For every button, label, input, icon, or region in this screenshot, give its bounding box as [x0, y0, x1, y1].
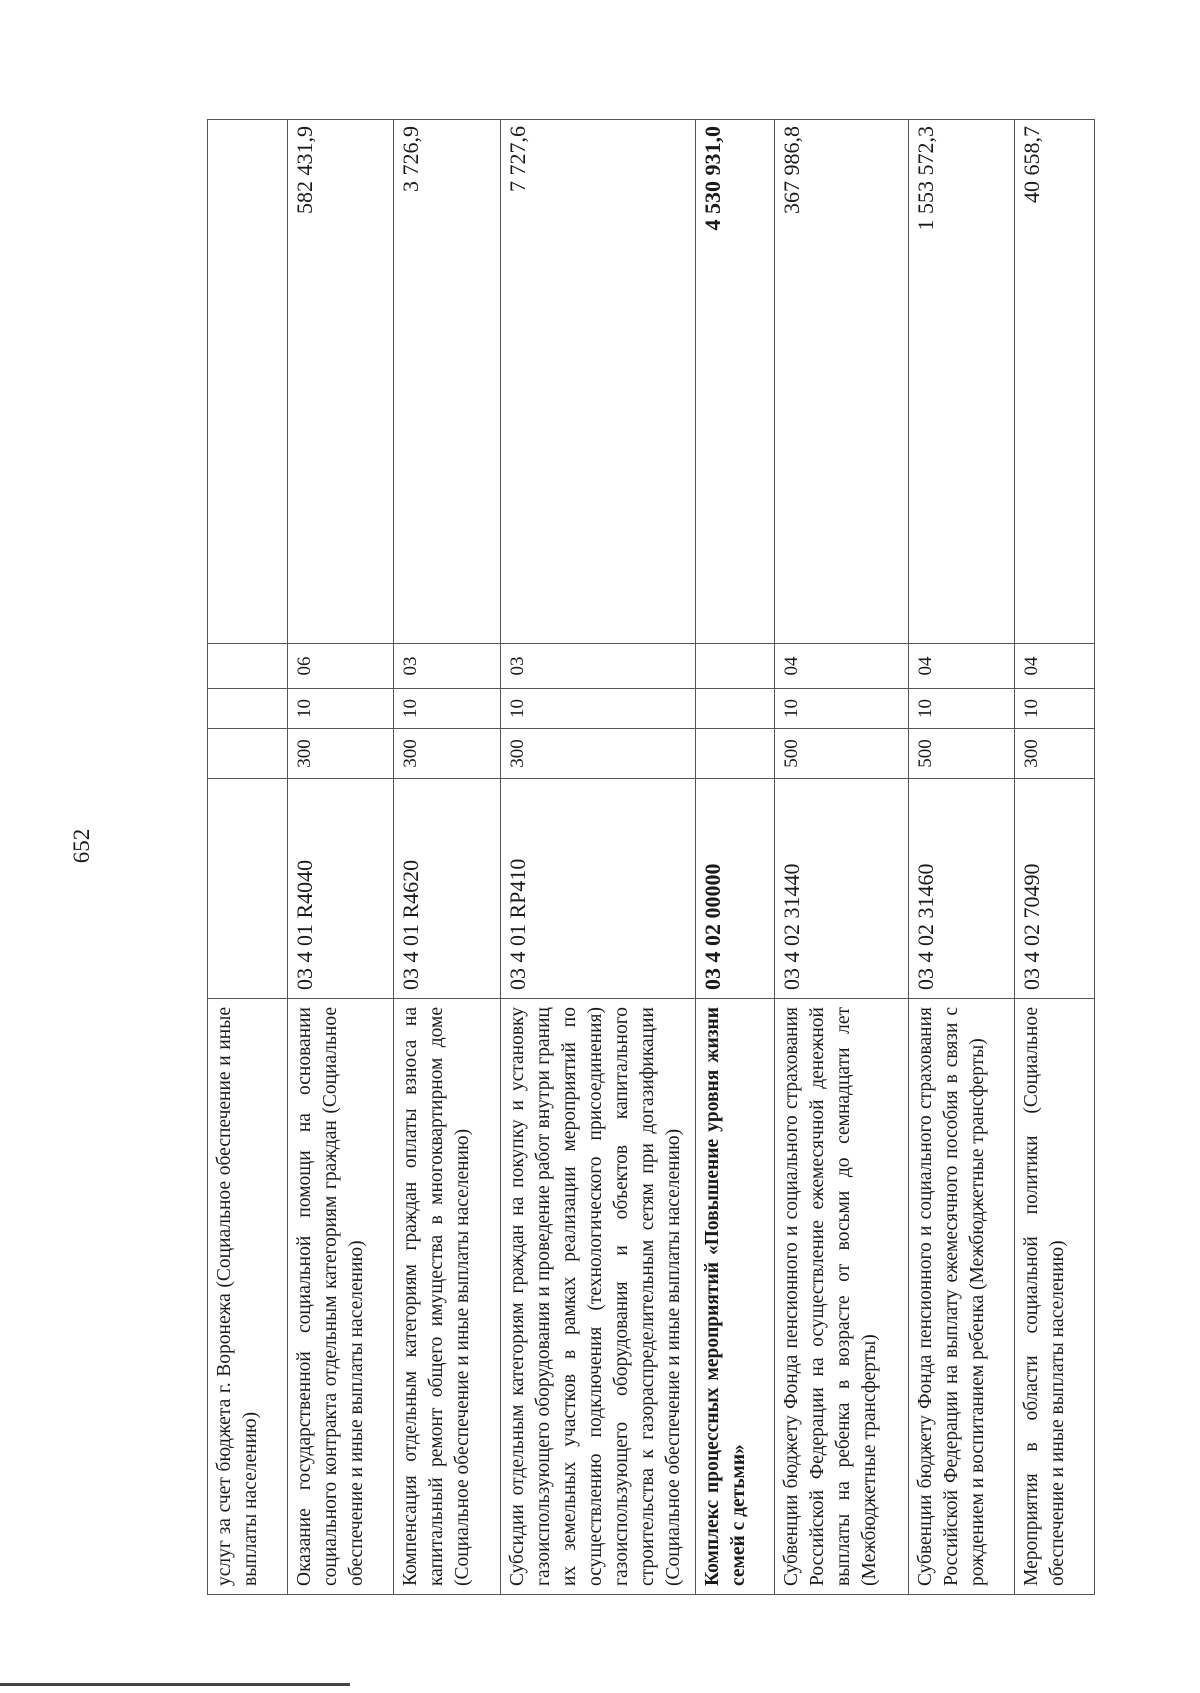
- page-number: 652: [69, 828, 94, 864]
- table-row: [695, 120, 775, 1595]
- bottom-rule: [0, 1683, 350, 1686]
- row-pr: 03: [500, 644, 695, 689]
- row-code: 03 4 01 R4040: [287, 779, 394, 999]
- row-sum: 4 530 931,0: [695, 120, 775, 644]
- row-sum: 7 727,6: [500, 120, 695, 644]
- table-row: [208, 120, 288, 1595]
- row-rz: 10: [500, 689, 695, 729]
- row-vr: 300: [500, 729, 695, 779]
- row-pr: 06: [287, 644, 394, 689]
- row-rz: 10: [287, 689, 394, 729]
- row-code: 03 4 01 RP410: [500, 779, 695, 999]
- row-sum: 40 658,7: [1015, 120, 1095, 644]
- row-sum: 1 553 572,3: [908, 120, 1015, 644]
- table-row: [287, 120, 394, 1595]
- row-rz: 10: [394, 689, 501, 729]
- rotated-table-container: [207, 120, 1095, 1595]
- row-vr: 300: [1015, 729, 1095, 779]
- row-pr: 04: [908, 644, 1015, 689]
- row-pr: 04: [775, 644, 908, 689]
- table-row: [908, 120, 1015, 1595]
- row-code: 03 4 01 R4620: [394, 779, 501, 999]
- row-sum: 582 431,9: [287, 120, 394, 644]
- row-pr: 04: [1015, 644, 1095, 689]
- row-pr: 03: [394, 644, 501, 689]
- row-name: Комплекс процессных мероприятий «Повышение уровня жизни семей с детьми»: [695, 999, 775, 1595]
- row-vr: [208, 729, 288, 779]
- row-vr: 300: [287, 729, 394, 779]
- row-sum: [208, 120, 288, 644]
- row-rz: 10: [775, 689, 908, 729]
- row-name: Субвенции бюджету Фонда пенсионного и социального страхования Российской Федерации на осуществление ежемесячной денежной выплаты на ребенка в возрасте от восьми до семнадцати лет (Межбюджетные трансферты): [775, 999, 908, 1595]
- row-sum: 367 986,8: [775, 120, 908, 644]
- row-vr: 500: [908, 729, 1015, 779]
- table-row: [394, 120, 501, 1595]
- table-row: [500, 120, 695, 1595]
- row-pr: [695, 644, 775, 689]
- row-rz: 10: [908, 689, 1015, 729]
- table-row: [1015, 120, 1095, 1595]
- row-vr: 500: [775, 729, 908, 779]
- row-name: Компенсация отдельным категориям граждан оплаты взноса на капитальный ремонт общего имущества в многоквартирном доме (Социальное обеспечение и иные выплаты населению): [394, 999, 501, 1595]
- row-name: Мероприятия в области социальной политики (Социальное обеспечение и иные выплаты населению): [1015, 999, 1095, 1595]
- row-name: Субсидии отдельным категориям граждан на покупку и установку газоиспользующего оборудования и проведение работ внутри границ их земельных участков в рамках реализации мероприятий по осуществлению подключения (технологического присоединения) газоиспользующего оборудования и объектов капитального строительства к газораспределительным сетям при догазификации (Социальное обеспечение и иные выплаты населению): [500, 999, 695, 1595]
- row-vr: 300: [394, 729, 501, 779]
- row-name: Субвенции бюджету Фонда пенсионного и социального страхования Российской Федерации на выплату ежемесячного пособия в связи с рождением и воспитанием ребенка (Межбюджетные трансферты): [908, 999, 1015, 1595]
- budget-table-body: [208, 120, 1095, 1595]
- table-row: [775, 120, 908, 1595]
- row-name: Оказание государственной социальной помощи на основании социального контракта отдельным категориям граждан (Социальное обеспечение и иные выплаты населению): [287, 999, 394, 1595]
- row-name: услуг за счет бюджета г. Воронежа (Социальное обеспечение и иные выплаты населению): [208, 999, 288, 1595]
- row-code: 03 4 02 70490: [1015, 779, 1095, 999]
- row-sum: 3 726,9: [394, 120, 501, 644]
- row-code: 03 4 02 31460: [908, 779, 1015, 999]
- row-vr: [695, 729, 775, 779]
- row-rz: [695, 689, 775, 729]
- row-rz: 10: [1015, 689, 1095, 729]
- row-code: 03 4 02 31440: [775, 779, 908, 999]
- budget-table: [207, 119, 1095, 1595]
- row-pr: [208, 644, 288, 689]
- row-rz: [208, 689, 288, 729]
- row-code: [208, 779, 288, 999]
- row-code: 03 4 02 00000: [695, 779, 775, 999]
